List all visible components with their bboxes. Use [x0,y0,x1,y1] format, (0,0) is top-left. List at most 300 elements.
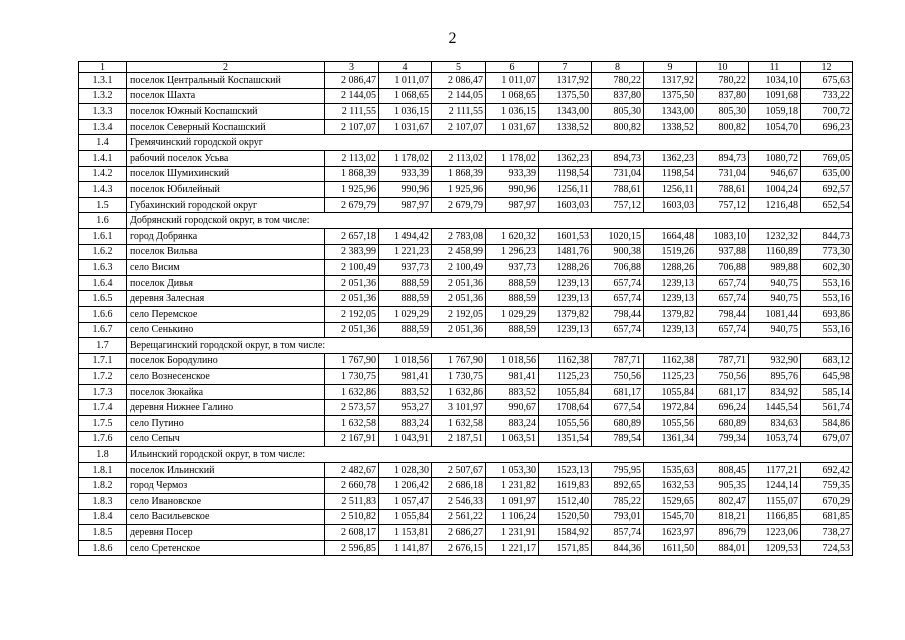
value-cell: 585,14 [801,384,853,400]
section-row [79,338,853,354]
value-cell: 652,54 [801,197,853,213]
value-cell: 1375,50 [539,88,592,104]
value-cell: 757,12 [697,197,749,213]
value-cell: 1512,40 [539,494,592,510]
value-cell: 696,24 [697,400,749,416]
value-cell: 1059,18 [749,104,801,120]
column-header: 2 [127,62,325,73]
row-number: 1.3.4 [79,119,127,135]
value-cell: 888,59 [379,322,432,338]
value-cell: 692,57 [801,182,853,198]
table-row [79,509,853,525]
value-cell: 1972,84 [644,400,697,416]
value-cell: 2 100,49 [432,260,486,276]
value-cell: 681,17 [592,384,644,400]
value-cell: 750,56 [697,369,749,385]
value-cell: 1223,06 [749,525,801,541]
column-header: 10 [697,62,749,73]
value-cell: 677,54 [592,400,644,416]
value-cell: 1239,13 [644,322,697,338]
value-cell: 1545,70 [644,509,697,525]
value-cell: 1004,24 [749,182,801,198]
value-cell: 773,30 [801,244,853,260]
value-cell: 1020,15 [592,228,644,244]
value-cell: 1083,10 [697,228,749,244]
value-cell: 2 608,17 [325,525,379,541]
value-cell: 1361,34 [644,431,697,447]
value-cell: 1317,92 [539,73,592,89]
value-cell: 1 868,39 [432,166,486,182]
value-cell: 2 086,47 [432,73,486,89]
value-cell: 785,22 [592,494,644,510]
value-cell: 1 632,58 [432,416,486,432]
value-cell: 2 660,78 [325,478,379,494]
value-cell: 1080,72 [749,150,801,166]
value-cell: 888,59 [486,291,539,307]
value-cell: 1 036,15 [486,104,539,120]
row-number: 1.3.3 [79,104,127,120]
value-cell: 757,12 [592,197,644,213]
value-cell: 905,35 [697,478,749,494]
row-number: 1.6.7 [79,322,127,338]
value-cell: 888,59 [486,322,539,338]
row-number: 1.8.1 [79,462,127,478]
value-cell: 2 107,07 [432,119,486,135]
value-cell: 2 676,15 [432,540,486,556]
value-cell: 683,12 [801,353,853,369]
value-cell: 1 730,75 [325,369,379,385]
value-cell: 706,88 [592,260,644,276]
value-cell: 808,45 [697,462,749,478]
value-cell: 657,74 [592,322,644,338]
table-body [79,62,853,556]
value-cell: 680,89 [697,416,749,432]
settlement-name: Губахинский городской округ [127,197,325,213]
section-row [79,447,853,463]
value-cell: 981,41 [379,369,432,385]
value-cell: 2 051,36 [325,291,379,307]
settlement-name: село Висим [127,260,325,276]
value-cell: 1 767,90 [325,353,379,369]
section-title: Гремячинский городской округ [127,135,853,151]
value-cell: 2 482,67 [325,462,379,478]
value-cell: 1523,13 [539,462,592,478]
settlement-name: поселок Центральный Коспашский [127,73,325,89]
row-number: 1.8 [79,447,127,463]
settlement-name: город Чермоз [127,478,325,494]
value-cell: 990,67 [486,400,539,416]
value-cell: 602,30 [801,260,853,276]
row-number: 1.6.4 [79,275,127,291]
value-cell: 2 510,82 [325,509,379,525]
column-header: 1 [79,62,127,73]
value-cell: 2 086,47 [325,73,379,89]
column-header: 12 [801,62,853,73]
value-cell: 693,86 [801,306,853,322]
table-row [79,104,853,120]
value-cell: 680,89 [592,416,644,432]
value-cell: 1 178,02 [379,150,432,166]
settlement-name: поселок Зюкайка [127,384,325,400]
value-cell: 798,44 [697,306,749,322]
value-cell: 2 657,18 [325,228,379,244]
value-cell: 696,23 [801,119,853,135]
value-cell: 1054,70 [749,119,801,135]
value-cell: 837,80 [592,88,644,104]
value-cell: 1 231,82 [486,478,539,494]
value-cell: 2 686,27 [432,525,486,541]
value-cell: 987,97 [486,197,539,213]
settlement-name: село Сенькино [127,322,325,338]
value-cell: 675,63 [801,73,853,89]
value-cell: 657,74 [697,291,749,307]
section-title: Добрянский городской округ, в том числе: [127,213,853,229]
value-cell: 1 063,51 [486,431,539,447]
value-cell: 844,73 [801,228,853,244]
value-cell: 884,01 [697,540,749,556]
value-cell: 1160,89 [749,244,801,260]
value-cell: 2 686,18 [432,478,486,494]
value-cell: 940,75 [749,322,801,338]
value-cell: 805,30 [697,104,749,120]
value-cell: 883,52 [379,384,432,400]
table-row [79,494,853,510]
value-cell: 895,76 [749,369,801,385]
table-row [79,260,853,276]
value-cell: 2 113,02 [325,150,379,166]
value-cell: 2 596,85 [325,540,379,556]
value-cell: 706,88 [697,260,749,276]
row-number: 1.7.5 [79,416,127,432]
settlement-name: поселок Шахта [127,88,325,104]
value-cell: 1 053,30 [486,462,539,478]
value-cell: 1256,11 [539,182,592,198]
value-cell: 3 101,97 [432,400,486,416]
value-cell: 2 546,33 [432,494,486,510]
value-cell: 1256,11 [644,182,697,198]
value-cell: 1351,54 [539,431,592,447]
value-cell: 892,65 [592,478,644,494]
value-cell: 883,52 [486,384,539,400]
value-cell: 681,17 [697,384,749,400]
table-row [79,166,853,182]
value-cell: 789,54 [592,431,644,447]
value-cell: 793,01 [592,509,644,525]
value-cell: 1125,23 [539,369,592,385]
value-cell: 1379,82 [644,306,697,322]
header-row [79,62,853,73]
value-cell: 724,53 [801,540,853,556]
table-row [79,353,853,369]
value-cell: 2 561,22 [432,509,486,525]
settlement-name: село Вознесенское [127,369,325,385]
row-number: 1.8.5 [79,525,127,541]
value-cell: 795,95 [592,462,644,478]
value-cell: 1091,68 [749,88,801,104]
value-cell: 834,92 [749,384,801,400]
row-number: 1.4.3 [79,182,127,198]
value-cell: 896,79 [697,525,749,541]
value-cell: 553,16 [801,275,853,291]
value-cell: 700,72 [801,104,853,120]
value-cell: 2 051,36 [432,322,486,338]
settlement-name: село Васильевское [127,509,325,525]
value-cell: 2 144,05 [432,88,486,104]
value-cell: 2 111,55 [325,104,379,120]
value-cell: 953,27 [379,400,432,416]
table-row [79,416,853,432]
value-cell: 1519,26 [644,244,697,260]
settlement-name: село Сретенское [127,540,325,556]
value-cell: 818,21 [697,509,749,525]
value-cell: 1198,54 [539,166,592,182]
row-number: 1.6.1 [79,228,127,244]
value-cell: 1 011,07 [379,73,432,89]
value-cell: 1603,03 [644,197,697,213]
value-cell: 990,96 [486,182,539,198]
value-cell: 731,04 [592,166,644,182]
value-cell: 1343,00 [644,104,697,120]
value-cell: 681,85 [801,509,853,525]
value-cell: 2 458,99 [432,244,486,260]
value-cell: 553,16 [801,291,853,307]
value-cell: 2 187,51 [432,431,486,447]
value-cell: 1 141,87 [379,540,432,556]
settlement-name: поселок Бородулино [127,353,325,369]
value-cell: 1 221,23 [379,244,432,260]
table-row [79,462,853,478]
value-cell: 888,59 [379,291,432,307]
value-cell: 2 107,07 [325,119,379,135]
settlement-name: село Сепыч [127,431,325,447]
value-cell: 1375,50 [644,88,697,104]
row-number: 1.8.2 [79,478,127,494]
value-cell: 2 573,57 [325,400,379,416]
table-row [79,228,853,244]
value-cell: 937,73 [379,260,432,276]
value-cell: 883,24 [486,416,539,432]
value-cell: 1571,85 [539,540,592,556]
value-cell: 1481,76 [539,244,592,260]
row-number: 1.5 [79,197,127,213]
value-cell: 2 100,49 [325,260,379,276]
value-cell: 657,74 [592,291,644,307]
value-cell: 750,56 [592,369,644,385]
value-cell: 1081,44 [749,306,801,322]
value-cell: 1619,83 [539,478,592,494]
value-cell: 1 018,56 [486,353,539,369]
value-cell: 981,41 [486,369,539,385]
settlement-name: деревня Залесная [127,291,325,307]
value-cell: 1 206,42 [379,478,432,494]
value-cell: 933,39 [379,166,432,182]
value-cell: 1601,53 [539,228,592,244]
settlement-name: поселок Шумихинский [127,166,325,182]
value-cell: 1 178,02 [486,150,539,166]
value-cell: 1 068,65 [486,88,539,104]
value-cell: 990,96 [379,182,432,198]
value-cell: 1198,54 [644,166,697,182]
row-number: 1.6 [79,213,127,229]
value-cell: 1055,84 [644,384,697,400]
value-cell: 1338,52 [539,119,592,135]
value-cell: 799,34 [697,431,749,447]
tariff-table [78,61,853,556]
settlement-name: поселок Дивья [127,275,325,291]
section-title: Верещагинский городской округ, в том числе: [127,338,853,354]
value-cell: 2 167,91 [325,431,379,447]
table-row [79,431,853,447]
settlement-name: поселок Юбилейный [127,182,325,198]
value-cell: 1244,14 [749,478,801,494]
value-cell: 937,88 [697,244,749,260]
value-cell: 933,39 [486,166,539,182]
value-cell: 900,38 [592,244,644,260]
settlement-name: село Путино [127,416,325,432]
value-cell: 769,05 [801,150,853,166]
value-cell: 1155,07 [749,494,801,510]
value-cell: 940,75 [749,291,801,307]
value-cell: 1362,23 [644,150,697,166]
value-cell: 1239,13 [644,291,697,307]
value-cell: 670,29 [801,494,853,510]
column-header: 4 [379,62,432,73]
value-cell: 1379,82 [539,306,592,322]
value-cell: 1 494,42 [379,228,432,244]
value-cell: 834,63 [749,416,801,432]
value-cell: 635,00 [801,166,853,182]
value-cell: 1708,64 [539,400,592,416]
settlement-name: поселок Ильинский [127,462,325,478]
value-cell: 733,22 [801,88,853,104]
column-header: 8 [592,62,644,73]
value-cell: 805,30 [592,104,644,120]
value-cell: 800,82 [592,119,644,135]
table-row [79,244,853,260]
value-cell: 1 018,56 [379,353,432,369]
row-number: 1.8.6 [79,540,127,556]
settlement-name: поселок Южный Коспашский [127,104,325,120]
row-number: 1.6.3 [79,260,127,276]
value-cell: 1 632,86 [432,384,486,400]
value-cell: 2 051,36 [432,291,486,307]
value-cell: 1209,53 [749,540,801,556]
value-cell: 787,71 [697,353,749,369]
page-number: 2 [448,30,457,47]
value-cell: 584,86 [801,416,853,432]
value-cell: 1 057,47 [379,494,432,510]
table-row [79,119,853,135]
value-cell: 1 031,67 [486,119,539,135]
value-cell: 946,67 [749,166,801,182]
value-cell: 788,61 [697,182,749,198]
value-cell: 2 192,05 [432,306,486,322]
value-cell: 1 868,39 [325,166,379,182]
value-cell: 738,27 [801,525,853,541]
value-cell: 1 031,67 [379,119,432,135]
value-cell: 1 153,81 [379,525,432,541]
value-cell: 1 029,29 [379,306,432,322]
value-cell: 1529,65 [644,494,697,510]
value-cell: 1 925,96 [325,182,379,198]
value-cell: 989,88 [749,260,801,276]
table-row [79,306,853,322]
table-row [79,88,853,104]
value-cell: 1053,74 [749,431,801,447]
value-cell: 1 231,91 [486,525,539,541]
value-cell: 2 051,36 [432,275,486,291]
value-cell: 937,73 [486,260,539,276]
value-cell: 1520,50 [539,509,592,525]
column-header: 3 [325,62,379,73]
value-cell: 1239,13 [644,275,697,291]
value-cell: 1288,26 [539,260,592,276]
settlement-name: рабочий поселок Усьва [127,150,325,166]
value-cell: 894,73 [697,150,749,166]
value-cell: 1166,85 [749,509,801,525]
value-cell: 657,74 [592,275,644,291]
value-cell: 1338,52 [644,119,697,135]
value-cell: 788,61 [592,182,644,198]
table-row [79,322,853,338]
value-cell: 731,04 [697,166,749,182]
row-number: 1.7.6 [79,431,127,447]
value-cell: 883,24 [379,416,432,432]
value-cell: 2 783,08 [432,228,486,244]
section-row [79,213,853,229]
value-cell: 2 679,79 [432,197,486,213]
value-cell: 1 028,30 [379,462,432,478]
value-cell: 1216,48 [749,197,801,213]
settlement-name: город Добрянка [127,228,325,244]
value-cell: 679,07 [801,431,853,447]
row-number: 1.7.1 [79,353,127,369]
table-row [79,478,853,494]
value-cell: 1 632,86 [325,384,379,400]
row-number: 1.8.3 [79,494,127,510]
row-number: 1.7.2 [79,369,127,385]
table-row [79,275,853,291]
row-number: 1.7.4 [79,400,127,416]
value-cell: 1239,13 [539,322,592,338]
value-cell: 837,80 [697,88,749,104]
value-cell: 2 511,83 [325,494,379,510]
table-row [79,540,853,556]
table-row [79,182,853,198]
table-row [79,150,853,166]
table-row [79,73,853,89]
row-number: 1.4.1 [79,150,127,166]
value-cell: 888,59 [379,275,432,291]
column-header: 11 [749,62,801,73]
column-header: 9 [644,62,697,73]
value-cell: 759,35 [801,478,853,494]
value-cell: 800,82 [697,119,749,135]
value-cell: 1 106,24 [486,509,539,525]
value-cell: 1 055,84 [379,509,432,525]
value-cell: 1584,92 [539,525,592,541]
value-cell: 1 068,65 [379,88,432,104]
table-row [79,384,853,400]
value-cell: 1055,84 [539,384,592,400]
value-cell: 940,75 [749,275,801,291]
settlement-name: деревня Посер [127,525,325,541]
value-cell: 844,36 [592,540,644,556]
value-cell: 1664,48 [644,228,697,244]
value-cell: 888,59 [486,275,539,291]
value-cell: 2 111,55 [432,104,486,120]
value-cell: 645,98 [801,369,853,385]
